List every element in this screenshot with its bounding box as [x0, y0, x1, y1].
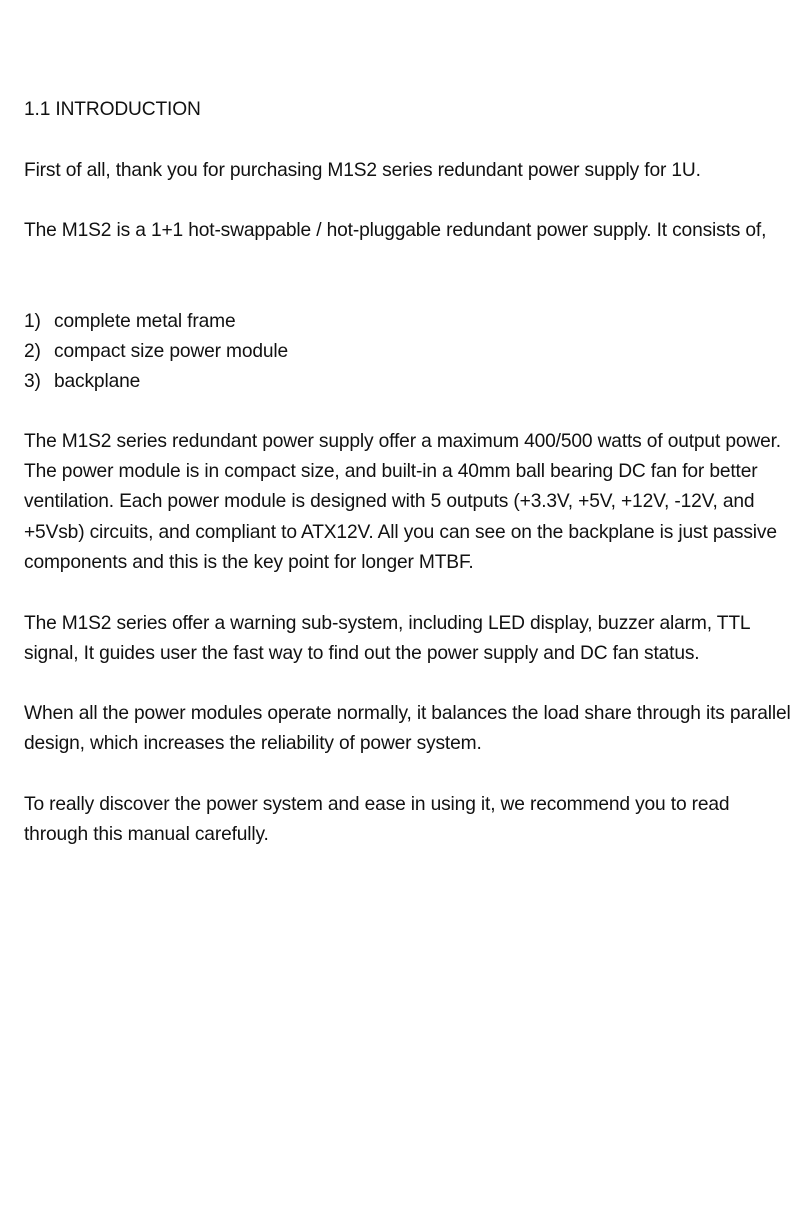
load-share-paragraph: When all the power modules operate normally, it balances the load share through its parallel design, which increases the reliability of power system.: [24, 703, 791, 755]
list-item: [24, 307, 288, 337]
specification-paragraph: The M1S2 series redundant power supply offer a maximum 400/500 watts of output power. The power module is in compact size, and built-in a 40mm ball bearing DC fan for better ventilation. Each power module is designed with 5 outputs (+3.3V, +5V, +12V, -12V, and +5Vsb) circuits, and compliant to ATX12V. All you can see on the backplane is just passive components and this is the key point for longer MTBF.: [24, 431, 781, 573]
list-item: [24, 337, 288, 367]
recommendation-paragraph: To really discover the power system and ease in using it, we recommend you to read through this manual carefully.: [24, 794, 730, 846]
list-item: [24, 367, 288, 397]
section-heading: 1.1 INTRODUCTION: [24, 99, 201, 120]
list-item-number: 3): [24, 371, 41, 393]
composition-paragraph: The M1S2 is a 1+1 hot-swappable / hot-pluggable redundant power supply. It consists of,: [24, 220, 767, 241]
list-item-text: backplane: [54, 371, 141, 393]
list-item-number: 2): [24, 341, 41, 363]
list-item-text: complete metal frame: [54, 311, 236, 332]
list-item-text: compact size power module: [54, 341, 289, 363]
component-list: [24, 307, 288, 398]
list-item-number: 1): [24, 311, 41, 332]
intro-paragraph: First of all, thank you for purchasing M1S2 series redundant power supply for 1U.: [24, 160, 701, 181]
warning-system-paragraph: The M1S2 series offer a warning sub-system, including LED display, buzzer alarm, TTL signal, It guides user the fast way to find out the power supply and DC fan status.: [24, 613, 750, 665]
